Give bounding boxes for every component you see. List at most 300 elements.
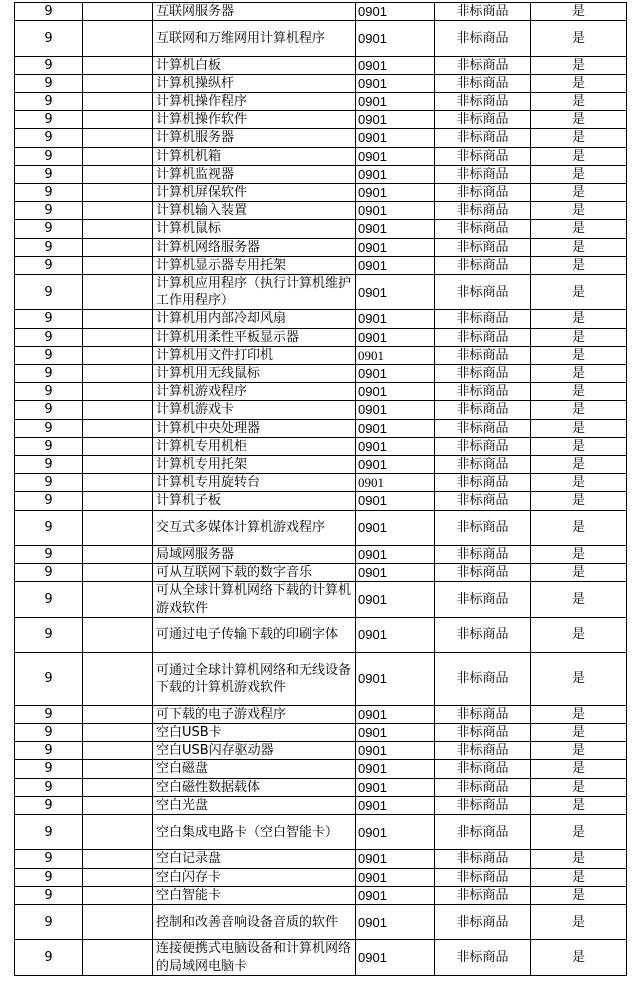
table-row: [15, 56, 627, 74]
flag-cell: 是: [531, 778, 627, 796]
flag-cell: 是: [531, 582, 627, 617]
group-code-cell: 0901: [356, 129, 435, 147]
goods-type-cell: 非标商品: [435, 564, 531, 582]
flag-cell: 是: [531, 184, 627, 202]
goods-name-cell: 计算机专用旋转台: [153, 474, 356, 492]
flag-cell: 是: [531, 3, 627, 21]
class-number-cell: 9: [15, 437, 83, 455]
subclass-cell: [83, 760, 153, 778]
goods-type-cell: 非标商品: [435, 474, 531, 492]
subclass-cell: [83, 310, 153, 328]
class-number-cell: 9: [15, 202, 83, 220]
class-number-cell: 9: [15, 383, 83, 401]
table-row: [15, 346, 627, 364]
group-code-cell: 0901: [356, 868, 435, 886]
flag-cell: 是: [531, 760, 627, 778]
flag-cell: 是: [531, 546, 627, 564]
goods-name-cell: 连接便携式电脑设备和计算机网络的局域网电脑卡: [153, 940, 356, 975]
goods-name-cell: 计算机用文件打印机: [153, 346, 356, 364]
flag-cell: 是: [531, 419, 627, 437]
table-row: [15, 564, 627, 582]
group-code-cell: 0901: [356, 147, 435, 165]
table-row: [15, 365, 627, 383]
group-code-cell: 0901: [356, 510, 435, 545]
goods-name-cell: 计算机操作软件: [153, 111, 356, 129]
flag-cell: 是: [531, 796, 627, 814]
group-code-cell: 0901: [356, 456, 435, 474]
flag-cell: 是: [531, 564, 627, 582]
group-code-cell: 0901: [356, 310, 435, 328]
subclass-cell: [83, 147, 153, 165]
flag-cell: 是: [531, 474, 627, 492]
class-number-cell: 9: [15, 256, 83, 274]
goods-type-cell: 非标商品: [435, 56, 531, 74]
group-code-cell: 0901: [356, 796, 435, 814]
goods-name-cell: 计算机中央处理器: [153, 419, 356, 437]
class-number-cell: 9: [15, 21, 83, 56]
flag-cell: 是: [531, 510, 627, 545]
goods-table: [14, 2, 627, 976]
goods-type-cell: 非标商品: [435, 796, 531, 814]
goods-type-cell: 非标商品: [435, 129, 531, 147]
goods-type-cell: 非标商品: [435, 328, 531, 346]
subclass-cell: [83, 56, 153, 74]
subclass-cell: [83, 275, 153, 310]
subclass-cell: [83, 868, 153, 886]
class-number-cell: 9: [15, 653, 83, 706]
goods-name-cell: 局域网服务器: [153, 546, 356, 564]
subclass-cell: [83, 93, 153, 111]
group-code-cell: 0901: [356, 21, 435, 56]
subclass-cell: [83, 220, 153, 238]
goods-name-cell: 可通过全球计算机网络和无线设备下载的计算机游戏软件: [153, 653, 356, 706]
group-code-cell: 0901: [356, 74, 435, 92]
goods-name-cell: 计算机游戏程序: [153, 383, 356, 401]
subclass-cell: [83, 111, 153, 129]
goods-type-cell: 非标商品: [435, 275, 531, 310]
goods-name-cell: 空白智能卡: [153, 886, 356, 904]
group-code-cell: 0901: [356, 238, 435, 256]
group-code-cell: 0901: [356, 184, 435, 202]
class-number-cell: 9: [15, 582, 83, 617]
class-number-cell: 9: [15, 56, 83, 74]
class-number-cell: 9: [15, 3, 83, 21]
table-row: [15, 868, 627, 886]
group-code-cell: 0901: [356, 256, 435, 274]
class-number-cell: 9: [15, 510, 83, 545]
subclass-cell: [83, 564, 153, 582]
flag-cell: 是: [531, 886, 627, 904]
group-code-cell: 0901: [356, 886, 435, 904]
group-code-cell: 0901: [356, 724, 435, 742]
class-number-cell: 9: [15, 401, 83, 419]
goods-type-cell: 非标商品: [435, 778, 531, 796]
flag-cell: 是: [531, 111, 627, 129]
group-code-cell: 0901: [356, 401, 435, 419]
subclass-cell: [83, 74, 153, 92]
table-row: [15, 617, 627, 652]
table-row: [15, 886, 627, 904]
table-row: [15, 796, 627, 814]
class-number-cell: 9: [15, 93, 83, 111]
goods-name-cell: 控制和改善音响设备音质的软件: [153, 905, 356, 940]
class-number-cell: 9: [15, 905, 83, 940]
class-number-cell: 9: [15, 129, 83, 147]
group-code-cell: 0901: [356, 275, 435, 310]
goods-type-cell: 非标商品: [435, 401, 531, 419]
class-number-cell: 9: [15, 564, 83, 582]
group-code-cell: 0901: [356, 653, 435, 706]
table-row: [15, 760, 627, 778]
class-number-cell: 9: [15, 796, 83, 814]
flag-cell: 是: [531, 74, 627, 92]
subclass-cell: [83, 238, 153, 256]
goods-type-cell: 非标商品: [435, 437, 531, 455]
table-row: [15, 582, 627, 617]
flag-cell: 是: [531, 940, 627, 975]
table-row: [15, 940, 627, 975]
table-row: [15, 510, 627, 545]
goods-name-cell: 计算机子板: [153, 492, 356, 510]
subclass-cell: [83, 546, 153, 564]
goods-type-cell: 非标商品: [435, 383, 531, 401]
subclass-cell: [83, 886, 153, 904]
subclass-cell: [83, 850, 153, 868]
table-row: [15, 3, 627, 21]
subclass-cell: [83, 724, 153, 742]
flag-cell: 是: [531, 617, 627, 652]
class-number-cell: 9: [15, 165, 83, 183]
subclass-cell: [83, 582, 153, 617]
flag-cell: 是: [531, 93, 627, 111]
table-row: [15, 742, 627, 760]
class-number-cell: 9: [15, 147, 83, 165]
goods-type-cell: 非标商品: [435, 760, 531, 778]
subclass-cell: [83, 346, 153, 364]
subclass-cell: [83, 705, 153, 723]
class-number-cell: 9: [15, 760, 83, 778]
flag-cell: 是: [531, 724, 627, 742]
group-code-cell: 0901: [356, 617, 435, 652]
subclass-cell: [83, 778, 153, 796]
goods-type-cell: 非标商品: [435, 492, 531, 510]
flag-cell: 是: [531, 365, 627, 383]
goods-type-cell: 非标商品: [435, 456, 531, 474]
table-row: [15, 21, 627, 56]
group-code-cell: 0901: [356, 111, 435, 129]
goods-name-cell: 空白集成电路卡（空白智能卡）: [153, 815, 356, 850]
subclass-cell: [83, 617, 153, 652]
flag-cell: 是: [531, 456, 627, 474]
goods-type-cell: 非标商品: [435, 74, 531, 92]
goods-type-cell: 非标商品: [435, 510, 531, 545]
group-code-cell: 0901: [356, 760, 435, 778]
flag-cell: 是: [531, 165, 627, 183]
goods-type-cell: 非标商品: [435, 202, 531, 220]
class-number-cell: 9: [15, 742, 83, 760]
table-row: [15, 815, 627, 850]
flag-cell: 是: [531, 850, 627, 868]
group-code-cell: 0901: [356, 346, 435, 364]
class-number-cell: 9: [15, 310, 83, 328]
flag-cell: 是: [531, 383, 627, 401]
goods-type-cell: 非标商品: [435, 905, 531, 940]
group-code-cell: 0901: [356, 815, 435, 850]
flag-cell: 是: [531, 346, 627, 364]
table-row: [15, 419, 627, 437]
table-row: [15, 437, 627, 455]
flag-cell: 是: [531, 220, 627, 238]
class-number-cell: 9: [15, 456, 83, 474]
goods-type-cell: 非标商品: [435, 653, 531, 706]
table-row: [15, 202, 627, 220]
class-number-cell: 9: [15, 546, 83, 564]
goods-name-cell: 计算机白板: [153, 56, 356, 74]
goods-name-cell: 可从全球计算机网络下载的计算机游戏软件: [153, 582, 356, 617]
goods-name-cell: 空白磁盘: [153, 760, 356, 778]
class-number-cell: 9: [15, 724, 83, 742]
subclass-cell: [83, 456, 153, 474]
class-number-cell: 9: [15, 705, 83, 723]
group-code-cell: 0901: [356, 705, 435, 723]
subclass-cell: [83, 653, 153, 706]
table-row: [15, 256, 627, 274]
goods-name-cell: 计算机鼠标: [153, 220, 356, 238]
flag-cell: 是: [531, 238, 627, 256]
subclass-cell: [83, 492, 153, 510]
subclass-cell: [83, 129, 153, 147]
group-code-cell: 0901: [356, 365, 435, 383]
group-code-cell: 0901: [356, 383, 435, 401]
table-row: [15, 401, 627, 419]
group-code-cell: 0901: [356, 492, 435, 510]
table-row: [15, 546, 627, 564]
flag-cell: 是: [531, 328, 627, 346]
subclass-cell: [83, 165, 153, 183]
class-number-cell: 9: [15, 940, 83, 975]
class-number-cell: 9: [15, 850, 83, 868]
goods-name-cell: 计算机网络服务器: [153, 238, 356, 256]
table-row: [15, 383, 627, 401]
goods-type-cell: 非标商品: [435, 310, 531, 328]
subclass-cell: [83, 742, 153, 760]
subclass-cell: [83, 474, 153, 492]
class-number-cell: 9: [15, 815, 83, 850]
goods-type-cell: 非标商品: [435, 184, 531, 202]
goods-type-cell: 非标商品: [435, 346, 531, 364]
flag-cell: 是: [531, 437, 627, 455]
subclass-cell: [83, 940, 153, 975]
group-code-cell: 0901: [356, 328, 435, 346]
class-number-cell: 9: [15, 346, 83, 364]
table-row: [15, 74, 627, 92]
group-code-cell: 0901: [356, 905, 435, 940]
goods-name-cell: 可下载的电子游戏程序: [153, 705, 356, 723]
goods-type-cell: 非标商品: [435, 850, 531, 868]
goods-name-cell: 互联网服务器: [153, 3, 356, 21]
table-row: [15, 275, 627, 310]
class-number-cell: 9: [15, 184, 83, 202]
table-row: [15, 705, 627, 723]
flag-cell: 是: [531, 492, 627, 510]
goods-name-cell: 计算机操纵杆: [153, 74, 356, 92]
goods-type-cell: 非标商品: [435, 868, 531, 886]
goods-name-cell: 计算机操作程序: [153, 93, 356, 111]
goods-name-cell: 计算机监视器: [153, 165, 356, 183]
goods-table-body: [15, 3, 627, 976]
table-row: [15, 456, 627, 474]
flag-cell: 是: [531, 742, 627, 760]
goods-name-cell: 计算机专用机柜: [153, 437, 356, 455]
group-code-cell: 0901: [356, 93, 435, 111]
table-row: [15, 653, 627, 706]
goods-type-cell: 非标商品: [435, 742, 531, 760]
table-row: [15, 111, 627, 129]
goods-type-cell: 非标商品: [435, 238, 531, 256]
table-row: [15, 492, 627, 510]
class-number-cell: 9: [15, 111, 83, 129]
subclass-cell: [83, 328, 153, 346]
group-code-cell: 0901: [356, 940, 435, 975]
class-number-cell: 9: [15, 419, 83, 437]
subclass-cell: [83, 256, 153, 274]
class-number-cell: 9: [15, 220, 83, 238]
table-row: [15, 184, 627, 202]
flag-cell: 是: [531, 905, 627, 940]
goods-type-cell: 非标商品: [435, 93, 531, 111]
flag-cell: 是: [531, 653, 627, 706]
goods-name-cell: 可通过电子传输下载的印刷字体: [153, 617, 356, 652]
table-row: [15, 310, 627, 328]
class-number-cell: 9: [15, 778, 83, 796]
group-code-cell: 0901: [356, 778, 435, 796]
goods-type-cell: 非标商品: [435, 886, 531, 904]
subclass-cell: [83, 202, 153, 220]
class-number-cell: 9: [15, 886, 83, 904]
table-row: [15, 724, 627, 742]
table-row: [15, 778, 627, 796]
class-number-cell: 9: [15, 617, 83, 652]
goods-name-cell: 交互式多媒体计算机游戏程序: [153, 510, 356, 545]
goods-type-cell: 非标商品: [435, 220, 531, 238]
goods-name-cell: 可从互联网下载的数字音乐: [153, 564, 356, 582]
goods-name-cell: 计算机用柔性平板显示器: [153, 328, 356, 346]
goods-name-cell: 计算机用内部冷却风扇: [153, 310, 356, 328]
class-number-cell: 9: [15, 868, 83, 886]
group-code-cell: 0901: [356, 437, 435, 455]
goods-type-cell: 非标商品: [435, 111, 531, 129]
group-code-cell: 0901: [356, 474, 435, 492]
goods-name-cell: 计算机专用托架: [153, 456, 356, 474]
flag-cell: 是: [531, 147, 627, 165]
flag-cell: 是: [531, 256, 627, 274]
group-code-cell: 0901: [356, 3, 435, 21]
goods-type-cell: 非标商品: [435, 147, 531, 165]
flag-cell: 是: [531, 21, 627, 56]
subclass-cell: [83, 365, 153, 383]
subclass-cell: [83, 437, 153, 455]
group-code-cell: 0901: [356, 202, 435, 220]
flag-cell: 是: [531, 401, 627, 419]
table-row: [15, 147, 627, 165]
flag-cell: 是: [531, 202, 627, 220]
table-row: [15, 129, 627, 147]
subclass-cell: [83, 401, 153, 419]
goods-name-cell: 空白光盘: [153, 796, 356, 814]
goods-type-cell: 非标商品: [435, 21, 531, 56]
class-number-cell: 9: [15, 365, 83, 383]
group-code-cell: 0901: [356, 220, 435, 238]
subclass-cell: [83, 510, 153, 545]
flag-cell: 是: [531, 705, 627, 723]
goods-name-cell: 空白闪存卡: [153, 868, 356, 886]
goods-name-cell: 空白USB闪存驱动器: [153, 742, 356, 760]
group-code-cell: 0901: [356, 419, 435, 437]
table-row: [15, 474, 627, 492]
goods-type-cell: 非标商品: [435, 582, 531, 617]
goods-name-cell: 计算机屏保软件: [153, 184, 356, 202]
goods-type-cell: 非标商品: [435, 546, 531, 564]
subclass-cell: [83, 383, 153, 401]
goods-type-cell: 非标商品: [435, 3, 531, 21]
group-code-cell: 0901: [356, 546, 435, 564]
goods-type-cell: 非标商品: [435, 165, 531, 183]
goods-type-cell: 非标商品: [435, 365, 531, 383]
goods-name-cell: 计算机机箱: [153, 147, 356, 165]
flag-cell: 是: [531, 815, 627, 850]
table-row: [15, 328, 627, 346]
subclass-cell: [83, 905, 153, 940]
group-code-cell: 0901: [356, 56, 435, 74]
goods-type-cell: 非标商品: [435, 724, 531, 742]
class-number-cell: 9: [15, 74, 83, 92]
goods-name-cell: 空白磁性数据载体: [153, 778, 356, 796]
subclass-cell: [83, 796, 153, 814]
class-number-cell: 9: [15, 238, 83, 256]
flag-cell: 是: [531, 868, 627, 886]
class-number-cell: 9: [15, 474, 83, 492]
table-row: [15, 93, 627, 111]
goods-name-cell: 计算机游戏卡: [153, 401, 356, 419]
group-code-cell: 0901: [356, 564, 435, 582]
class-number-cell: 9: [15, 492, 83, 510]
flag-cell: 是: [531, 275, 627, 310]
class-number-cell: 9: [15, 275, 83, 310]
goods-name-cell: 空白记录盘: [153, 850, 356, 868]
goods-name-cell: 计算机输入装置: [153, 202, 356, 220]
goods-name-cell: 计算机应用程序（执行计算机维护工作用程序）: [153, 275, 356, 310]
goods-type-cell: 非标商品: [435, 705, 531, 723]
goods-name-cell: 空白USB卡: [153, 724, 356, 742]
subclass-cell: [83, 419, 153, 437]
goods-type-cell: 非标商品: [435, 256, 531, 274]
goods-name-cell: 计算机服务器: [153, 129, 356, 147]
goods-type-cell: 非标商品: [435, 815, 531, 850]
subclass-cell: [83, 21, 153, 56]
flag-cell: 是: [531, 129, 627, 147]
flag-cell: 是: [531, 56, 627, 74]
group-code-cell: 0901: [356, 582, 435, 617]
document-page: [14, 2, 626, 976]
subclass-cell: [83, 184, 153, 202]
group-code-cell: 0901: [356, 742, 435, 760]
goods-type-cell: 非标商品: [435, 419, 531, 437]
subclass-cell: [83, 815, 153, 850]
subclass-cell: [83, 3, 153, 21]
table-row: [15, 238, 627, 256]
goods-name-cell: 互联网和万维网用计算机程序: [153, 21, 356, 56]
goods-type-cell: 非标商品: [435, 617, 531, 652]
